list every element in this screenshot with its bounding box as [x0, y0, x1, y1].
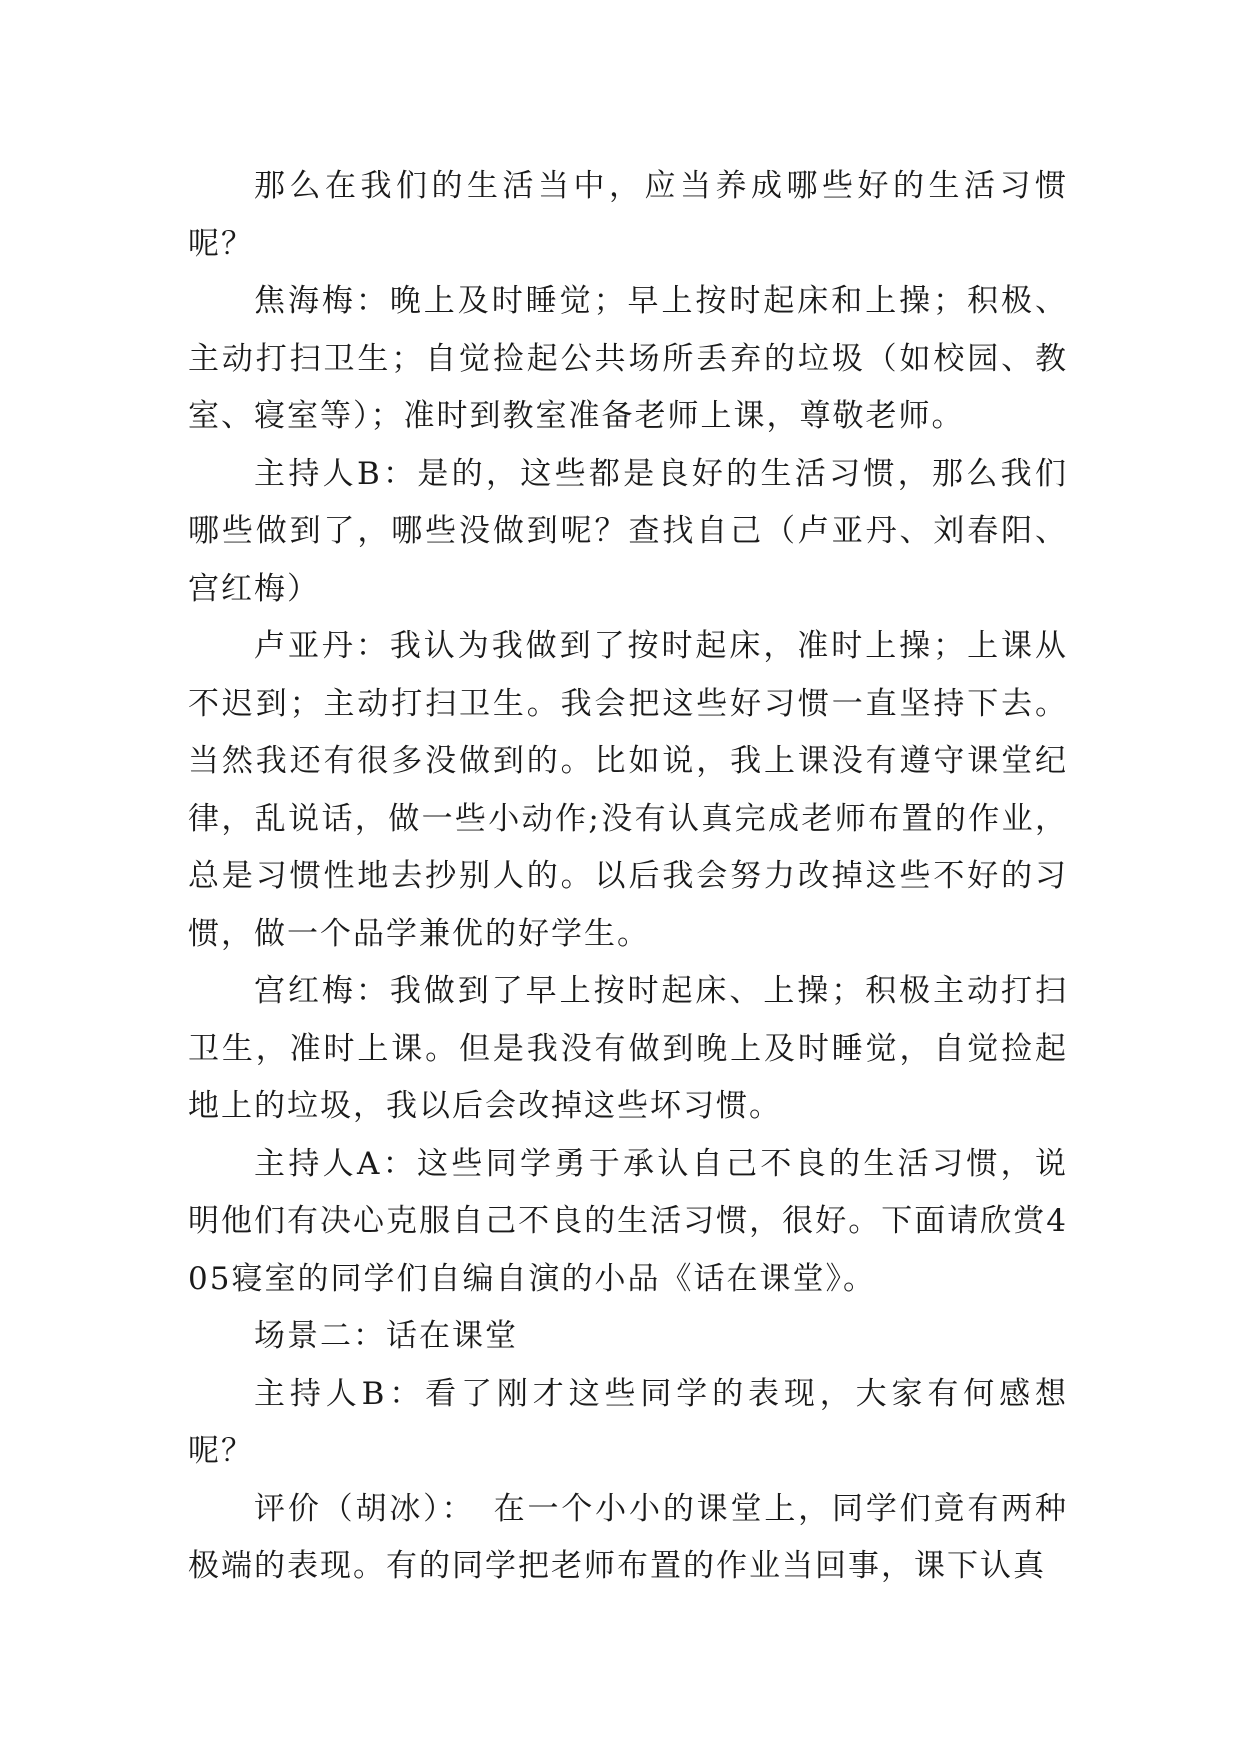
paragraph-host-a: 主持人A：这些同学勇于承认自己不良的生活习惯，说明他们有决心克服自己不良的生活习惯，很好。下面请欣赏405寝室的同学们自编自演的小品《话在课堂》。	[188, 1145, 1068, 1297]
paragraph-question: 那么在我们的生活当中，应当养成哪些好的生活习惯呢？	[188, 168, 1068, 262]
paragraph-evaluation: 评价（胡冰）： 在一个小小的课堂上，同学们竟有两种极端的表现。有的同学把老师布置的作业当回事，课下认真	[188, 1490, 1068, 1584]
paragraph-lu-yadan: 卢亚丹：我认为我做到了按时起床，准时上操；上课从不迟到；主动打扫卫生。我会把这些好习惯一直坚持下去。当然我还有很多没做到的。比如说，我上课没有遵守课堂纪律，乱说话，做一些小动作;没有认真完成老师布置的作业，总是习惯性地去抄别人的。以后我会努力改掉这些不好的习惯，做一个品学兼优的好学生。	[188, 628, 1068, 952]
document-page	[188, 158, 1068, 1596]
paragraph-host-b-1: 主持人B：是的，这些都是良好的生活习惯，那么我们哪些做到了，哪些没做到呢？查找自己（卢亚丹、刘春阳、宫红梅）	[188, 455, 1068, 607]
paragraph-host-b-2: 主持人B：看了刚才这些同学的表现，大家有何感想呢？	[188, 1375, 1068, 1469]
paragraph-jiao-haimei: 焦海梅：晚上及时睡觉；早上按时起床和上操；积极、主动打扫卫生；自觉捡起公共场所丢弃的垃圾（如校园、教室、寝室等）；准时到教室准备老师上课，尊敬老师。	[188, 283, 1068, 434]
paragraph-scene-two: 场景二：话在课堂	[254, 1318, 518, 1354]
paragraph-gong-hongmei: 宫红梅：我做到了早上按时起床、上操；积极主动打扫卫生，准时上课。但是我没有做到晚上及时睡觉，自觉捡起地上的垃圾，我以后会改掉这些坏习惯。	[188, 973, 1068, 1124]
